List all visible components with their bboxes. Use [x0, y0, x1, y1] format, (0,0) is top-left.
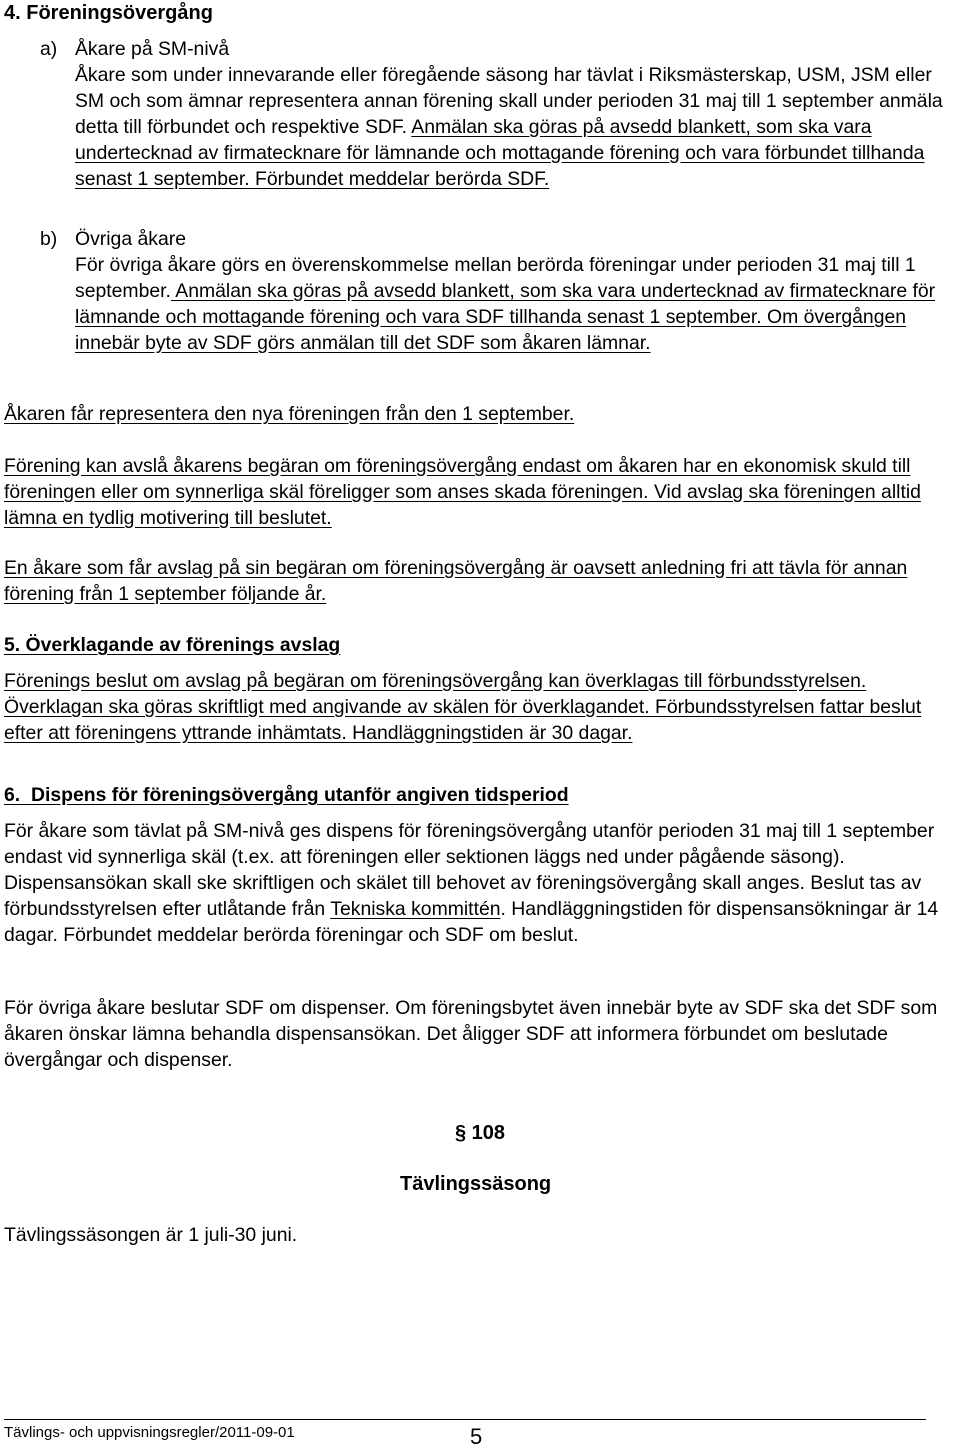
section-6-text-part2: . Handläggningstiden för dispensansökningar är 14 dagar. Förbundet meddelar berörda föreningar och SDF om beslut. — [4, 898, 939, 946]
section-6-heading — [4, 782, 956, 808]
paragraph-representation: Åkaren får representera den nya föreningen från den 1 september. — [4, 403, 575, 425]
item-b-body — [75, 252, 956, 356]
item-a-body — [75, 62, 956, 192]
section-6-title-part2: utanför angiven tidsperiod — [318, 784, 569, 806]
item-a-text-plain: Åkare som under innevarande eller föregående säsong har tävlat i Riksmästerskap, USM, JSM eller SM och som ämnar representera annan förening skall under perioden 31 maj till 1 september anmäla detta till förbundet och respektive SDF. — [75, 64, 943, 138]
section-5-heading: 5. Överklagande av förenings avslag — [4, 634, 341, 656]
section-5-body: Förenings beslut om avslag på begäran om föreningsövergång kan överklagas till förbundsstyrelsen. Överklagan ska göras skriftligt med angivande av skälen för överklagandet. Förbundsstyrelsen fattar beslut efter att föreningens yttrande inhämtats. Handläggningstiden är 30 dagar. — [4, 670, 922, 744]
item-a-heading: Åkare på SM-nivå — [75, 38, 230, 60]
section-4-heading: 4. Föreningsövergång — [4, 2, 213, 24]
paragraph-108-number: § 108 — [455, 1122, 506, 1144]
paragraph-108-body: Tävlingssäsongen är 1 juli-30 juni. — [4, 1224, 298, 1246]
paragraph-108-title: Tävlingssäsong — [400, 1173, 552, 1195]
item-b-text-plain: För övriga åkare görs en överenskommelse mellan berörda föreningar under perioden 31 maj till 1 september. — [75, 254, 916, 302]
paragraph-rejection-grounds: Förening kan avslå åkarens begäran om föreningsövergång endast om åkaren har en ekonomisk skuld till föreningen eller om synnerliga skäl föreligger som anses skada föreningen. Vid avslag ska föreningen alltid lämna en tydlig motivering till beslutet. — [4, 455, 921, 529]
section-6-number: 6. — [4, 784, 21, 806]
footer-document-title: Tävlings- och uppvisningsregler/2011-09-01 — [4, 1424, 295, 1441]
section-6-text-part1: För åkare som tävlat på SM-nivå ges dispens för föreningsövergång utanför perioden 31 maj till 1 september endast vid synnerliga skäl (t.ex. att föreningen eller sektionen läggs ned under pågående säsong). Dispensansökan skall ske skriftligen och skälet till behovet av föreningsövergång skall anges. Beslut tas av förbundsstyrelsen efter utlåtande från — [4, 820, 935, 920]
section-6-body — [4, 818, 956, 948]
item-b-text-underlined: Anmälan ska göras på avsedd blankett, som ska vara undertecknad av firmatecknare för lämnande och mottagande förening och vara SDF tillhanda senast 1 september. Om övergången innebär byte av SDF görs anmälan till det SDF som åkaren lämnar. — [75, 280, 936, 354]
tekniska-kommitten-reference: Tekniska kommittén — [330, 898, 501, 920]
section-6-title-part1: Dispens för föreningsövergång — [20, 784, 319, 806]
item-b-label: b) — [40, 228, 58, 250]
footer-divider — [4, 1419, 926, 1420]
item-a-label: a) — [40, 38, 58, 60]
section-6-other-skaters: För övriga åkare beslutar SDF om dispenser. Om föreningsbytet även innebär byte av SDF ska det SDF som åkaren önskar lämna behandla dispensansökan. Det åligger SDF att informera förbundet om beslutade övergångar och dispenser. — [4, 997, 938, 1071]
paragraph-rejection-effect: En åkare som får avslag på sin begäran om föreningsövergång är oavsett anledning fri att tävla för annan förening från 1 september följande år. — [4, 557, 908, 605]
item-b-heading: Övriga åkare — [75, 228, 187, 250]
item-a-text-underlined: Anmälan ska göras på avsedd blankett, som ska vara undertecknad av firmatecknare för lämnande och mottagande förening och vara förbundet tillhanda senast 1 september. Förbundet meddelar berörda SDF. — [75, 116, 925, 190]
footer-page-number: 5 — [470, 1424, 483, 1449]
